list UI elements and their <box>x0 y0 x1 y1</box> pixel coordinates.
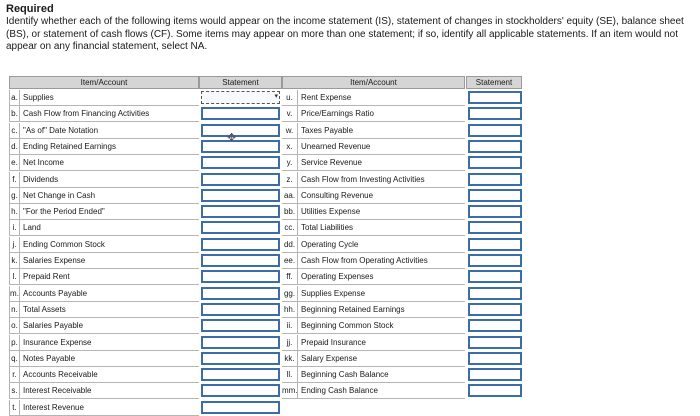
item-letter: f. <box>10 172 20 187</box>
move-cursor-icon: ✥ <box>227 132 237 144</box>
item-letter: s. <box>10 383 20 398</box>
left-statement-header: Statement <box>199 76 282 89</box>
table-row <box>0 351 530 367</box>
item-label: Ending Common Stock <box>23 239 105 249</box>
statement-select[interactable] <box>201 384 280 397</box>
left-item-cell <box>9 253 199 269</box>
statement-select[interactable] <box>201 189 280 202</box>
table-row <box>0 400 530 416</box>
item-letter: o. <box>10 318 20 333</box>
left-item-cell <box>9 106 199 122</box>
left-item-cell <box>9 367 199 383</box>
item-letter: w. <box>282 123 298 138</box>
table-row <box>0 383 530 399</box>
item-label: Price/Earnings Ratio <box>301 109 374 119</box>
item-label: Consulting Revenue <box>301 190 374 200</box>
table-row <box>0 237 530 253</box>
statement-select[interactable] <box>201 336 280 349</box>
right-item-cell <box>282 204 465 220</box>
item-label: Accounts Receivable <box>23 370 98 380</box>
right-item-cell <box>282 106 465 122</box>
item-letter: m. <box>10 286 20 301</box>
item-label: Total Liabilities <box>301 223 354 233</box>
item-label: Salaries Payable <box>23 321 84 331</box>
statement-select[interactable] <box>201 270 280 283</box>
item-letter: v. <box>282 106 298 121</box>
item-letter: l. <box>10 269 20 284</box>
statement-select[interactable] <box>468 303 522 316</box>
item-letter: mm. <box>282 383 298 398</box>
left-item-cell <box>9 220 199 236</box>
right-statement-header: Statement <box>466 76 522 89</box>
right-item-cell <box>282 188 465 204</box>
item-letter: kk. <box>282 351 298 366</box>
item-letter: u. <box>282 90 298 105</box>
item-letter: ll. <box>282 367 298 382</box>
right-item-cell <box>282 335 465 351</box>
table-row <box>0 367 530 383</box>
item-label: Beginning Cash Balance <box>301 370 389 380</box>
right-item-cell <box>282 172 465 188</box>
right-item-cell <box>282 286 465 302</box>
left-item-cell <box>9 302 199 318</box>
item-label: Rent Expense <box>301 93 352 102</box>
statement-select[interactable] <box>201 303 280 316</box>
item-letter: q. <box>10 351 20 366</box>
item-label: Net Income <box>23 158 64 168</box>
item-label: Beginning Retained Earnings <box>301 304 405 314</box>
statement-select[interactable] <box>201 124 280 137</box>
statement-select[interactable] <box>468 124 522 137</box>
left-item-cell <box>9 335 199 351</box>
right-item-cell <box>282 269 465 285</box>
statement-select[interactable] <box>468 238 522 251</box>
table-row <box>0 90 530 106</box>
item-letter: d. <box>10 139 20 154</box>
item-letter: h. <box>10 204 20 219</box>
item-letter: cc. <box>282 220 298 235</box>
item-letter: ee. <box>282 253 298 268</box>
statement-select[interactable] <box>201 221 280 234</box>
left-item-cell <box>9 269 199 285</box>
statement-select[interactable] <box>201 156 280 169</box>
item-letter: j. <box>10 237 20 252</box>
item-letter: k. <box>10 253 20 268</box>
table-row <box>0 318 530 334</box>
item-letter: aa. <box>282 188 298 203</box>
left-item-cell <box>9 123 199 139</box>
table-row <box>0 139 530 155</box>
item-letter: r. <box>10 367 20 382</box>
statement-select[interactable] <box>201 319 280 332</box>
statement-select[interactable] <box>468 156 522 169</box>
left-item-cell <box>9 351 199 367</box>
statement-select[interactable] <box>468 336 522 349</box>
left-item-cell <box>9 383 199 399</box>
statement-select[interactable] <box>468 91 522 104</box>
item-label: Beginning Common Stock <box>301 321 394 331</box>
item-letter: b. <box>10 106 20 121</box>
statement-select[interactable] <box>468 368 522 381</box>
table-row <box>0 155 530 171</box>
statement-select[interactable] <box>201 238 280 251</box>
table-row <box>0 106 530 122</box>
statement-select[interactable] <box>201 287 280 300</box>
statement-select[interactable] <box>468 173 522 186</box>
left-item-cell <box>9 318 199 334</box>
item-label: Salaries Expense <box>23 256 86 265</box>
item-label: Cash Flow from Operating Activities <box>301 256 428 265</box>
item-letter: x. <box>282 139 298 154</box>
item-letter: dd. <box>282 237 298 252</box>
right-item-cell <box>282 139 465 155</box>
statement-select[interactable] <box>468 205 522 218</box>
item-letter: t. <box>10 400 20 415</box>
statement-select[interactable] <box>201 254 280 267</box>
table-row <box>0 335 530 351</box>
item-letter: g. <box>10 188 20 203</box>
statement-select[interactable] <box>201 140 280 153</box>
item-label: "For the Period Ended" <box>23 207 105 217</box>
statement-select[interactable] <box>468 319 522 332</box>
left-item-cell <box>9 188 199 204</box>
right-item-cell <box>282 155 465 171</box>
item-letter: z. <box>282 172 298 187</box>
table-row <box>0 188 530 204</box>
table-row <box>0 220 530 236</box>
item-label: Operating Expenses <box>301 272 374 282</box>
statement-select[interactable] <box>201 107 280 120</box>
item-label: Interest Revenue <box>23 402 84 412</box>
statement-select[interactable] <box>468 189 522 202</box>
item-letter: ff. <box>282 269 298 284</box>
item-letter: n. <box>10 302 20 317</box>
item-letter: hh. <box>282 302 298 317</box>
chevron-down-icon: ▾ <box>274 93 278 100</box>
right-item-cell <box>282 220 465 236</box>
statement-select[interactable] <box>201 205 280 218</box>
table-row <box>0 286 530 302</box>
table-row <box>0 172 530 188</box>
item-label: Dividends <box>23 174 59 184</box>
item-label: Supplies Expense <box>301 288 366 298</box>
statement-select[interactable] <box>468 352 522 365</box>
table-row <box>0 269 530 285</box>
left-item-cell <box>9 139 199 155</box>
left-item-header: Item/Account <box>9 76 199 89</box>
right-item-cell <box>282 383 465 399</box>
item-label: Unearned Revenue <box>301 141 371 151</box>
right-item-cell <box>282 123 465 139</box>
required-heading: Required <box>6 3 54 15</box>
item-label: Cash Flow from Financing Activities <box>23 109 150 119</box>
statement-select[interactable] <box>468 384 522 397</box>
table-row <box>0 123 530 139</box>
item-label: Total Assets <box>23 304 66 314</box>
right-item-cell <box>282 367 465 383</box>
right-item-cell <box>282 318 465 334</box>
table-row <box>0 302 530 318</box>
statement-select[interactable] <box>468 140 522 153</box>
table-row <box>0 253 530 269</box>
right-item-cell <box>282 90 465 106</box>
statement-select[interactable] <box>468 221 522 234</box>
statement-select[interactable] <box>201 352 280 365</box>
item-label: Operating Cycle <box>301 239 359 249</box>
item-letter: c. <box>10 123 20 138</box>
item-letter: i. <box>10 220 20 235</box>
item-label: Insurance Expense <box>23 337 92 347</box>
item-label: Accounts Payable <box>23 288 88 298</box>
item-label: Service Revenue <box>301 158 362 168</box>
item-letter: gg. <box>282 286 298 301</box>
left-item-cell <box>9 237 199 253</box>
item-label: Net Change in Cash <box>23 190 96 200</box>
statement-select[interactable] <box>201 368 280 381</box>
item-letter: ii. <box>282 318 298 333</box>
left-item-cell <box>9 155 199 171</box>
right-item-cell <box>282 237 465 253</box>
item-letter: bb. <box>282 204 298 219</box>
left-item-cell <box>9 286 199 302</box>
right-item-cell <box>282 253 465 269</box>
item-label: Interest Receivable <box>23 386 92 396</box>
item-label: Utilities Expense <box>301 207 361 217</box>
right-item-cell <box>282 302 465 318</box>
statement-select[interactable] <box>201 91 280 104</box>
item-label: Prepaid Insurance <box>301 337 366 347</box>
item-letter: e. <box>10 155 20 170</box>
item-label: Taxes Payable <box>301 125 354 135</box>
item-letter: p. <box>10 335 20 350</box>
right-item-header: Item/Account <box>282 76 465 89</box>
item-letter: jj. <box>282 335 298 350</box>
item-letter: a. <box>10 90 20 105</box>
left-item-cell <box>9 172 199 188</box>
item-label: Salary Expense <box>301 353 358 363</box>
right-item-cell <box>282 351 465 367</box>
item-label: Cash Flow from Investing Activities <box>301 174 425 184</box>
left-item-cell <box>9 204 199 220</box>
instructions-text: Identify whether each of the following items would appear on the income statement (IS), statement of changes in stockholders' equity (SE), balance sheet (BS), or statement of cash flows (CF). Some items may appear on more than one statement; if so, identify all applicable statements. If an item would not appear on any financial statement, select NA. <box>6 16 684 52</box>
table-row <box>0 204 530 220</box>
statement-select[interactable] <box>468 287 522 300</box>
statement-select[interactable] <box>468 270 522 283</box>
item-label: Ending Retained Earnings <box>23 141 116 151</box>
left-item-cell <box>9 400 199 416</box>
item-letter: y. <box>282 155 298 170</box>
item-label: Supplies <box>23 93 54 102</box>
statement-select[interactable] <box>201 173 280 186</box>
item-label: Land <box>23 223 41 233</box>
left-item-cell <box>9 90 199 106</box>
item-label: Notes Payable <box>23 353 76 363</box>
item-label: Ending Cash Balance <box>301 386 378 396</box>
item-label: "As of" Date Notation <box>23 125 99 135</box>
statement-select[interactable] <box>468 107 522 120</box>
statement-select[interactable] <box>468 254 522 267</box>
item-label: Prepaid Rent <box>23 272 70 282</box>
